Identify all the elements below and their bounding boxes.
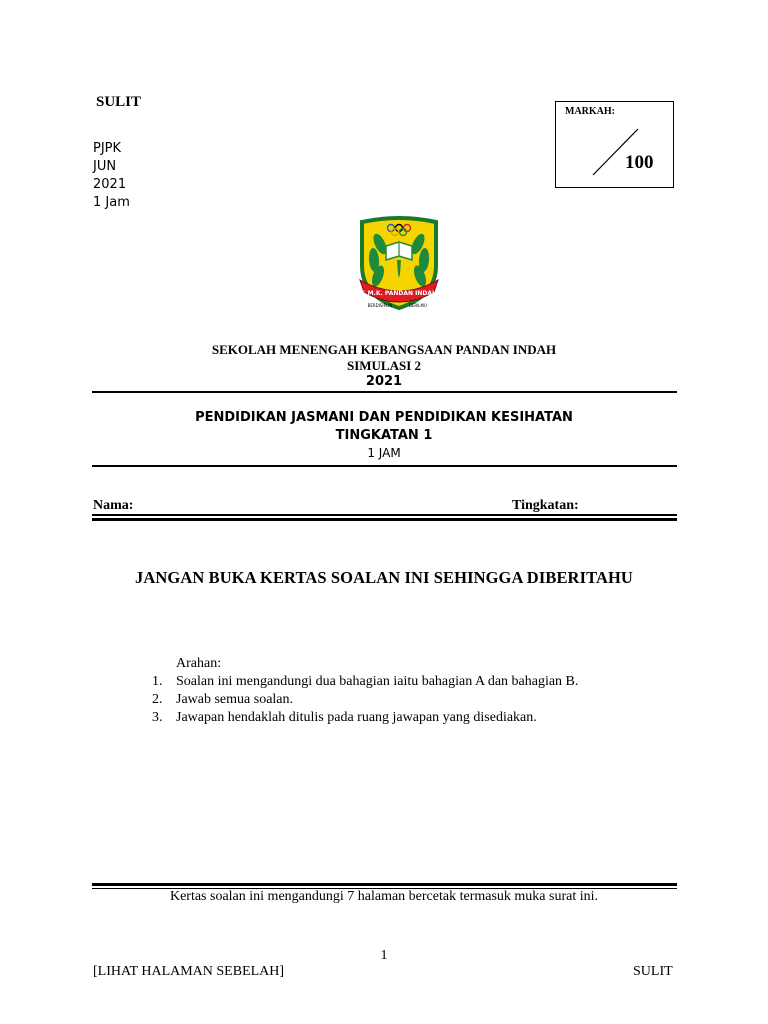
name-label: Nama: — [93, 498, 134, 513]
list-item — [152, 691, 578, 709]
subject-name: PENDIDIKAN JASMANI DAN PENDIDIKAN KESIHATAN — [195, 410, 573, 425]
instructions-list — [152, 673, 578, 727]
crest-motto-right: BERILMU — [409, 303, 427, 308]
field-underline-1 — [92, 514, 677, 516]
classification-bottom: SULIT — [633, 964, 673, 979]
form-level: TINGKATAN 1 — [335, 428, 433, 443]
school-crest-logo — [356, 216, 442, 312]
list-item — [152, 673, 578, 691]
item-text: Jawapan hendaklah ditulis pada ruang jawapan yang disediakan. — [176, 710, 537, 725]
marks-total: 100 — [625, 152, 654, 173]
exam-year: 2021 — [365, 374, 403, 389]
marks-label: MARKAH: — [565, 106, 615, 117]
item-number: 2. — [152, 692, 163, 707]
item-text: Soalan ini mengandungi dua bahagian iaitu bahagian A dan bahagian B. — [176, 674, 579, 689]
divider-2 — [92, 465, 677, 467]
see-next-page: [LIHAT HALAMAN SEBELAH] — [93, 964, 285, 979]
crest-motto-left: BERDISIPLIN — [367, 303, 393, 308]
form-label: Tingkatan: — [512, 498, 579, 513]
paper-duration: 1 Jam — [93, 195, 130, 210]
paper-code: PJPK — [93, 141, 122, 156]
classification-top: SULIT — [96, 94, 142, 110]
instructions-heading: Arahan: — [176, 656, 222, 671]
item-number: 1. — [152, 674, 163, 689]
list-item — [152, 709, 578, 727]
paper-year: 2021 — [93, 177, 127, 192]
item-number: 3. — [152, 710, 163, 725]
field-underline-2 — [92, 518, 677, 521]
page-count-note: Kertas soalan ini mengandungi 7 halaman bercetak termasuk muka surat ini. — [169, 889, 599, 904]
crest-banner-text: S.M.K. PANDAN INDAH — [360, 290, 438, 297]
warning-text: JANGAN BUKA KERTAS SOALAN INI SEHINGGA DIBERITAHU — [135, 568, 633, 587]
paper-month: JUN — [93, 159, 117, 174]
footer-rule-1 — [92, 883, 677, 886]
page-number: 1 — [380, 948, 388, 963]
paper-meta — [93, 140, 130, 212]
school-name: SEKOLAH MENENGAH KEBANGSAAN PANDAN INDAH — [211, 342, 557, 357]
exam-duration: 1 JAM — [367, 446, 401, 460]
marks-slash — [555, 101, 674, 188]
exam-name: SIMULASI 2 — [346, 358, 422, 373]
item-text: Jawab semua soalan. — [176, 692, 294, 707]
divider-1 — [92, 391, 677, 393]
